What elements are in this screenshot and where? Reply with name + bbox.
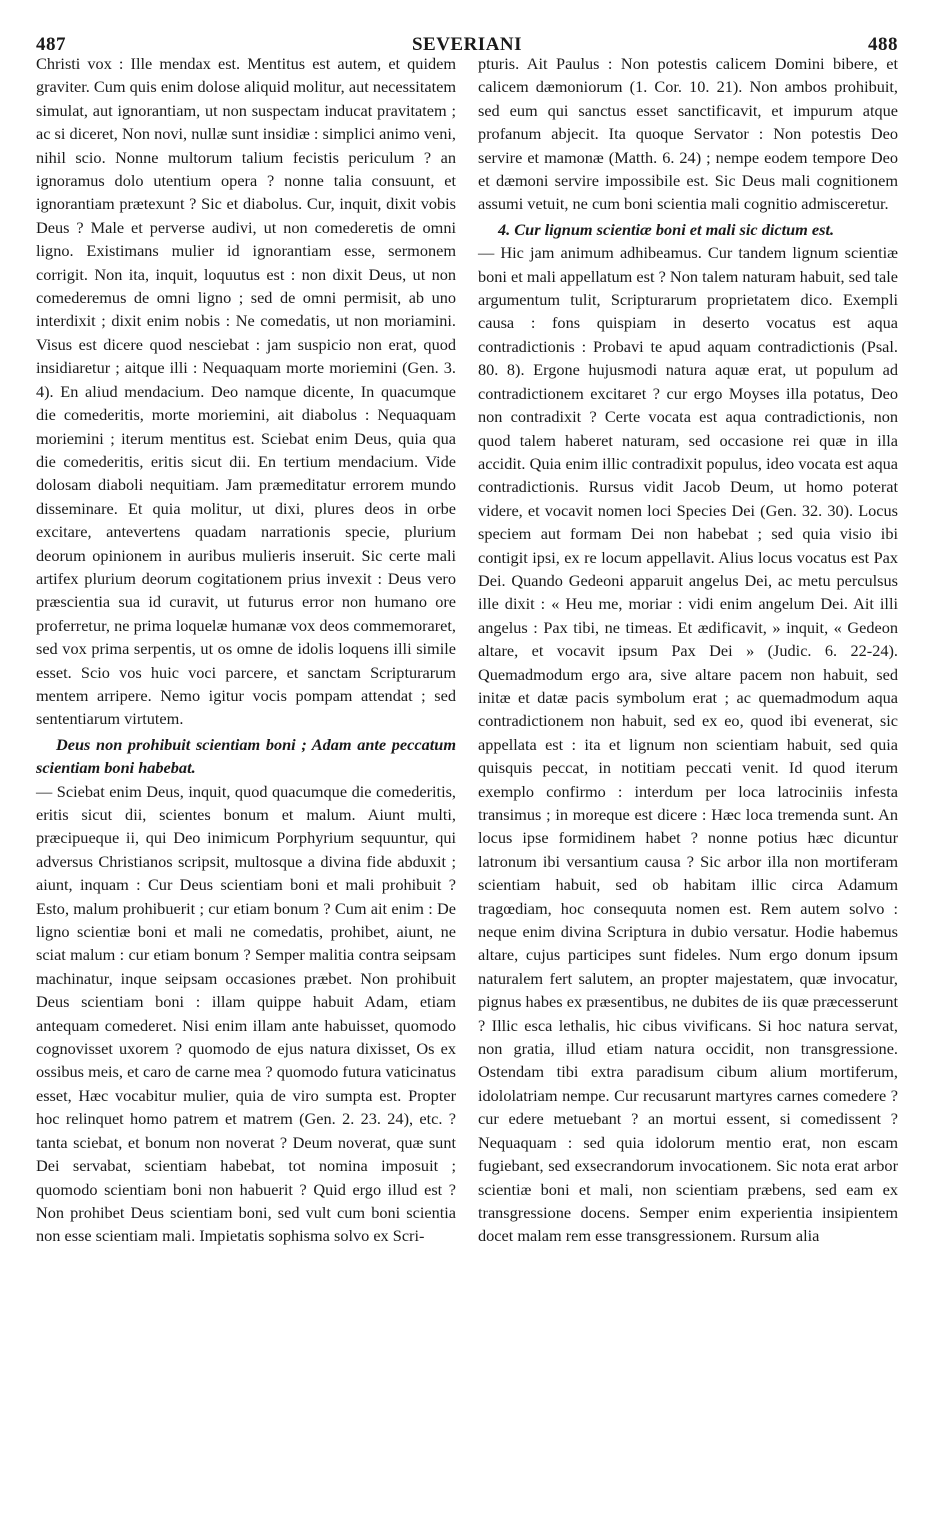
page-number-left: 487 <box>36 34 66 55</box>
running-title: SEVERIANI <box>411 34 523 55</box>
right-paragraph-2: — Hic jam animum adhibeamus. Cur tandem lignum scientiæ boni et mali appellatum est ? Non talem naturam habuit, sed tale argumentum tulit, Scripturarum proprietatem dico. Exempli causa : fons quispiam in deserto vocatus est aqua contradictionis : Probavi te apud aquam contradictionis (Psal. 80. 8). Ergone hujusmodi natura aquæ erat, ut populum ad contradictionem excitaret ? cur ergo Moyses illa potatus, Deo non contradixit ? Certe vocata est aqua contradictionis, non quod talem haberet naturam, sed occasione rei quæ in illa accidit. Quia enim illic contradixit populus, ideo vocata est aqua contradictionis. Rursus vidit Jacob Deum, ut homo poterat videre, et vocavit nomen loci Species Dei (Gen. 32. 30). Locus speciem aut formam Dei non habebat ; sed quia visio ibi contigit ipsi, ex re locum appellavit. Alius locus vocatus est Pax Dei. Quando Gedeoni apparuit angelus Dei, ac metu perculsus ille dixit : « Heu me, moriar : vidi enim angelum Dei. Ait illi angelus : Pax tibi, ne timeas. Et ædificavit, » inquit, « Gedeon altare, et vocavit ipsum Pax Dei » (Judic. 6. 22-24). Quemadmodum ergo ara, sive altare pacem non habuit, sed initæ et datæ pacis symbolum erat ; ac quemadmodum aqua contradictionem non habuit, sed ex eo, quod ibi evenerat, sic appellata est : ita et lignum non scientiam habuit, sed quia quisquis peccat, in notitiam peccati venit. Id quod iterum exemplo confirmo : interdum per loca latrociniis infesta transimus ; in moreque est dicere : Hæc loca tremenda sunt. An locus ipse formidinem habet ? nonne potius hæc dicuntur latronum ibi versantium causa ? Sic arbor illa non mortiferam scientiam habuit, sed ob habitam illic circa Adamum tragœdiam, hoc consequuta nomen est. Rem autem solvo : neque enim divina Scriptura in dubio versatur. Hodie habemus altare, cujus participes sunt fideles. Num ergo donum ipsum naturalem fert salutem, an propter majestatem, quæ invocatur, pignus habes ex præsentibus, ne dubites de iis quæ præcesserunt ? Illic esca lethalis, hic cibus vivificans. Si hoc natura servat, non gratia, illud etiam natura occidit, non transgressione. Ostendam tibi extra paradisum cibum alium mortiferum, idololatriam nempe. Cur recusarunt martyres carnes comedere ? cur edere metuebant ? an mortui essent, si comedissent ? Nequaquam : sed quia idolorum mentio erat, non escam fugiebant, sed exsecrandorum invocationem. Sic nota erat arbor scientiæ boni et mali, non scientiam præbens, sed eam ex transgressione docens. Semper enim experientia insipientem docet malam rem esse transgressionem. Rursum alia <box>478 243 898 1246</box>
text-columns <box>36 52 898 1248</box>
page-number-right: 488 <box>868 34 898 55</box>
left-column <box>36 52 456 1248</box>
right-paragraph-1: pturis. Ait Paulus : Non potestis calicem Domini bibere, et calicem dæmoniorum (1. Cor. 10. 21). Non ambos prohibuit, sed eum qui sanctus esset sanctificavit, et impurum atque profanum abjecit. Ita quoque Servator : Non potestis Deo servire et mamonæ (Matth. 6. 24) ; nempe eodem tempore Deo et dæmoni servire impossibile est. Sic Deus mali cognitionem assumi vetuit, ne cum boni scientia mali cognitio admisceretur. <box>478 54 898 214</box>
left-paragraph-1: Christi vox : Ille mendax est. Mentitus est autem, et quidem graviter. Cum quis enim dolose aliquid molitur, aut necessitatem simulat, aut ignorantiam, ut non suspectam inducat pravitatem ; ac si diceret, Non novi, nullæ sunt insidiæ : simplici animo veni, nihil scio. Nonne multorum talium fecistis periculum ? an ignoramus dolo utentium opera ? nonne talia consuunt, et ignorantiam prætexunt ? Sic et diabolus. Cur, inquit, dixit vobis Deus ? Male et perverse audivi, ut non comederetis de omni ligno. Existimans mulier id ignorantiam esse, sermonem corrigit. Non ita, inquit, loquutus est : non dixit Deus, ut non comederemus de omni ligno ; sed de omni permisit, ab uno interdixit ; dixit enim nobis : Ne comedatis, ut non moriamini. Visus est dicere quod nesciebat : jam suspicio non erat, quod insidiaretur ; aitque illi : Nequaquam morte moriemini (Gen. 3. 4). En aliud mendacium. Deo namque dicente, In quacumque die comederitis, morte moriemini, ait diabolus : Nequaquam moriemini ; iterum mentitus est. Sciebat enim Deus, quia qua die comederitis, eritis sicut dii. En tertium mendacium. Vide dolosam diaboli nequitiam. Jam præmeditatur errorem mundo disseminare. Et quia molitur, ut dixi, plures deos in orbe excitare, antevertens quadam narrationis specie, plurium deorum opinionem in auribus mulieris inseruit. Sic certe mali artifex plurium deorum cogitationem prius invexit : Deus vero præscientia sua id curavit, ut futurus error non humano ore proferretur, ne prima loquelæ humanæ vox deos commemoraret, sed vox prima serpentis, ut os omne de idolis loquens illi simile esset. Scio vos huic voci parcere, et sanctam Scripturarum mentem arripere. Nemo igitur vocis pompam attendat ; sed sententiarum virtutem. <box>36 54 456 729</box>
page-header <box>36 18 898 55</box>
left-paragraph-2: — Sciebat enim Deus, inquit, quod quacumque die comederitis, eritis sicut dii, scientes bonum et malum. Aiunt multi, præcipueque ii, qui Deo inimicum Porphyrium sequuntur, qui adversus Christianos scripsit, multosque a divina fide abduxit ; aiunt, inquam : Cur Deus scientiam boni et mali prohibuit ? Esto, malum prohibuerit ; cur etiam bonum ? Cum ait enim : De ligno scientiæ boni et mali ne comedatis, prohibet, aiunt, ne sciat malum : cur etiam bonum ? Semper malitia contra seipsam machinatur, inque seipsam occasiones præbet. Non prohibuit Deus scientiam boni : illam quippe habuit Adam, etiam antequam comederet. Nisi enim illam ante habuisset, quomodo cognovisset uxorem ? quomodo de ejus natura dixisset, Os ex ossibus meis, et caro de carne mea ? quomodo futura vaticinatus esset, Hæc vocabitur mulier, quia de viro sumpta est. Propter hoc relinquet homo patrem et matrem (Gen. 2. 23. 24), etc. ? tanta sciebat, et bonum non noverat ? Deum noverat, quæ sunt Dei servabat, scientiam habebat, tot nomina imposuit ; quomodo scientiam boni non habuerit ? Quid ergo illud est ? Non prohibet Deus scientiam boni, sed vult cum boni scientia non esse scientiam mali. Impietatis sophisma solvo ex Scri- <box>36 781 456 1246</box>
right-section-heading: 4. Cur lignum scientiæ boni et mali sic dictum est. <box>498 219 835 239</box>
left-section-heading: Deus non prohibuit scientiam boni ; Adam ante peccatum scientiam boni habebat. <box>36 734 456 778</box>
right-column <box>478 52 898 1248</box>
